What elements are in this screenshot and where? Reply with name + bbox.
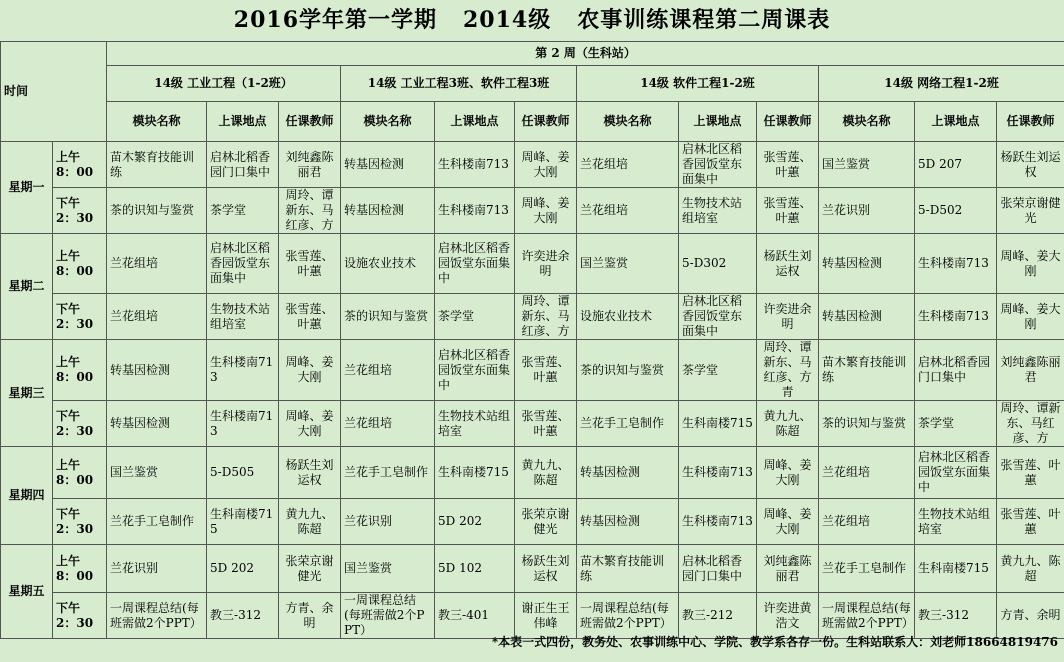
- day-label: 星期一: [1, 142, 53, 234]
- module-cell: 国兰鉴赏: [341, 545, 435, 593]
- module-cell: 设施农业技术: [577, 294, 679, 340]
- location-cell: 生科楼南713: [915, 294, 997, 340]
- module-cell: 苗木繁育技能训练: [819, 340, 915, 401]
- location-cell: 生科楼南713: [435, 142, 515, 188]
- teacher-cell: 方青、余明: [997, 593, 1064, 639]
- module-cell: 一周课程总结(每班需做2个PPT）: [107, 593, 207, 639]
- module-cell: 兰花识别: [107, 545, 207, 593]
- location-cell: 5-D505: [207, 447, 279, 499]
- location-cell: 启林北区稻香园饭堂东面集中: [915, 447, 997, 499]
- teacher-header: 任课教师: [997, 102, 1064, 142]
- day-label: 星期三: [1, 340, 53, 447]
- teacher-cell: 张雪莲、叶蕙: [997, 499, 1064, 545]
- module-cell: 茶的识知与鉴赏: [341, 294, 435, 340]
- module-cell: 转基因检测: [577, 447, 679, 499]
- teacher-cell: 刘纯鑫陈丽君: [279, 142, 341, 188]
- location-cell: 生科楼南713: [207, 340, 279, 401]
- time-slot-label: 下午 2：30: [53, 499, 107, 545]
- teacher-cell: 张雪莲、叶蕙: [515, 340, 577, 401]
- module-cell: 兰花手工皂制作: [341, 447, 435, 499]
- teacher-cell: 张雪莲、叶蕙: [279, 234, 341, 294]
- module-cell: 兰花识别: [341, 499, 435, 545]
- module-cell: 苗木繁育技能训练: [107, 142, 207, 188]
- teacher-cell: 周峰、姜大刚: [279, 401, 341, 447]
- location-cell: 茶学堂: [207, 188, 279, 234]
- location-cell: 生科楼南713: [915, 234, 997, 294]
- teacher-cell: 方青、余明: [279, 593, 341, 639]
- group-header: 14级 工业工程（1-2班）: [107, 66, 341, 102]
- module-cell: 转基因检测: [107, 401, 207, 447]
- teacher-cell: 周峰、姜大刚: [515, 142, 577, 188]
- teacher-header: 任课教师: [279, 102, 341, 142]
- teacher-cell: 张雪莲、叶蕙: [997, 447, 1064, 499]
- time-slot-label: 上午 8：00: [53, 142, 107, 188]
- table-row: [1, 294, 1064, 340]
- time-slot-label: 上午 8：00: [53, 234, 107, 294]
- table-row: [1, 447, 1064, 499]
- teacher-cell: 周峰、姜大刚: [997, 294, 1064, 340]
- day-label: 星期二: [1, 234, 53, 340]
- teacher-cell: 张荣京谢健光: [515, 499, 577, 545]
- module-cell: 设施农业技术: [341, 234, 435, 294]
- module-cell: 茶的识知与鉴赏: [577, 340, 679, 401]
- module-cell: 茶的识知与鉴赏: [819, 401, 915, 447]
- location-cell: 教三-401: [435, 593, 515, 639]
- table-row: [1, 142, 1064, 188]
- location-cell: 5-D302: [679, 234, 757, 294]
- teacher-cell: 黄九九、陈超: [997, 545, 1064, 593]
- location-cell: 生科楼南713: [679, 499, 757, 545]
- table-row: [1, 188, 1064, 234]
- teacher-cell: 张荣京谢健光: [279, 545, 341, 593]
- module-cell: 国兰鉴赏: [577, 234, 679, 294]
- teacher-cell: 张雪莲、叶蕙: [757, 188, 819, 234]
- module-cell: 兰花手工皂制作: [819, 545, 915, 593]
- location-cell: 启林北稻香园门口集中: [915, 340, 997, 401]
- day-label: 星期四: [1, 447, 53, 545]
- time-slot-label: 上午 8：00: [53, 340, 107, 401]
- module-cell: 国兰鉴赏: [107, 447, 207, 499]
- time-slot-label: 下午 2：30: [53, 401, 107, 447]
- module-cell: 兰花手工皂制作: [107, 499, 207, 545]
- footer-note: *本表一式四份，教务处、农事训练中心、学院、教学系各存一份。生科站联系人：刘老师18664819476: [491, 635, 1058, 649]
- location-cell: 教三-212: [679, 593, 757, 639]
- location-cell: 启林北稻香园门口集中: [679, 545, 757, 593]
- module-cell: 一周课程总结(每班需做2个PPT）: [341, 593, 435, 639]
- teacher-cell: 杨跃生刘运权: [279, 447, 341, 499]
- page-title: 2016学年第一学期 2014级 农事训练课程第二周课表: [233, 7, 831, 33]
- teacher-cell: 张雪莲、叶蕙: [515, 401, 577, 447]
- time-header: 时间: [1, 42, 107, 142]
- table-row: [1, 545, 1064, 593]
- module-cell: 一周课程总结(每班需做2个PPT）: [577, 593, 679, 639]
- teacher-cell: 许奕进余明: [757, 294, 819, 340]
- module-cell: 兰花组培: [107, 294, 207, 340]
- location-header: 上课地点: [679, 102, 757, 142]
- module-cell: 苗木繁育技能训练: [577, 545, 679, 593]
- teacher-cell: 杨跃生刘运权: [757, 234, 819, 294]
- teacher-cell: 张雪莲、叶蕙: [279, 294, 341, 340]
- time-slot-label: 下午 2：30: [53, 294, 107, 340]
- location-cell: 生科楼南713: [435, 188, 515, 234]
- location-cell: 生科南楼715: [207, 499, 279, 545]
- location-header: 上课地点: [207, 102, 279, 142]
- teacher-header: 任课教师: [515, 102, 577, 142]
- teacher-cell: 周峰、姜大刚: [757, 499, 819, 545]
- teacher-cell: 周峰、姜大刚: [515, 188, 577, 234]
- module-cell: 一周课程总结(每班需做2个PPT）: [819, 593, 915, 639]
- location-cell: 启林北区稻香园饭堂东面集中: [435, 340, 515, 401]
- module-name-header: 模块名称: [577, 102, 679, 142]
- module-name-header: 模块名称: [819, 102, 915, 142]
- location-cell: 茶学堂: [435, 294, 515, 340]
- module-cell: 转基因检测: [107, 340, 207, 401]
- location-cell: 启林北区稻香园饭堂东面集中: [207, 234, 279, 294]
- teacher-cell: 周峰、姜大刚: [279, 340, 341, 401]
- module-cell: 转基因检测: [819, 294, 915, 340]
- location-cell: 生科南楼715: [679, 401, 757, 447]
- module-cell: 转基因检测: [819, 234, 915, 294]
- location-cell: 启林北区稻香园饭堂东面集中: [435, 234, 515, 294]
- teacher-cell: 张雪莲、叶蕙: [757, 142, 819, 188]
- location-cell: 生物技术站组培室: [435, 401, 515, 447]
- location-cell: 5D 202: [435, 499, 515, 545]
- group-header: 14级 工业工程3班、软件工程3班: [341, 66, 577, 102]
- teacher-cell: 周玲、谭新东、马红彦、方: [279, 188, 341, 234]
- table-row: [1, 499, 1064, 545]
- time-slot-label: 下午 2：30: [53, 188, 107, 234]
- module-cell: 兰花组培: [819, 499, 915, 545]
- time-slot-label: 下午 2：30: [53, 593, 107, 639]
- location-cell: 启林北区稻香园饭堂东面集中: [679, 142, 757, 188]
- teacher-cell: 黄九九、陈超: [757, 401, 819, 447]
- location-cell: 生物技术站组培室: [679, 188, 757, 234]
- location-cell: 生科南楼715: [915, 545, 997, 593]
- teacher-cell: 周玲、谭新东、马红彦、方青: [757, 340, 819, 401]
- location-cell: 5D 207: [915, 142, 997, 188]
- location-header: 上课地点: [915, 102, 997, 142]
- teacher-cell: 许奕进黄浩文: [757, 593, 819, 639]
- teacher-cell: 杨跃生刘运权: [515, 545, 577, 593]
- module-cell: 兰花组培: [819, 447, 915, 499]
- group-header: 14级 软件工程1-2班: [577, 66, 819, 102]
- group-header: 14级 网络工程1-2班: [819, 66, 1064, 102]
- table-row: [1, 234, 1064, 294]
- location-cell: 5-D502: [915, 188, 997, 234]
- teacher-cell: 谢正生王伟峰: [515, 593, 577, 639]
- location-cell: 教三-312: [207, 593, 279, 639]
- location-cell: 生物技术站组培室: [207, 294, 279, 340]
- time-slot-label: 上午 8：00: [53, 447, 107, 499]
- day-label: 星期五: [1, 545, 53, 639]
- module-cell: 兰花组培: [577, 188, 679, 234]
- module-cell: 转基因检测: [341, 188, 435, 234]
- teacher-cell: 周峰、姜大刚: [997, 234, 1064, 294]
- teacher-cell: 刘纯鑫陈丽君: [757, 545, 819, 593]
- week-header: 第 2 周（生科站）: [107, 42, 1064, 66]
- location-cell: 生物技术站组培室: [915, 499, 997, 545]
- location-header: 上课地点: [435, 102, 515, 142]
- module-cell: 兰花识别: [819, 188, 915, 234]
- module-cell: 兰花组培: [341, 401, 435, 447]
- location-cell: 启林北稻香园门口集中: [207, 142, 279, 188]
- module-cell: 转基因检测: [577, 499, 679, 545]
- teacher-cell: 黄九九、陈超: [515, 447, 577, 499]
- location-cell: 5D 102: [435, 545, 515, 593]
- location-cell: 教三-312: [915, 593, 997, 639]
- module-cell: 转基因检测: [341, 142, 435, 188]
- table-row: [1, 340, 1064, 401]
- teacher-header: 任课教师: [757, 102, 819, 142]
- module-cell: 茶的识知与鉴赏: [107, 188, 207, 234]
- location-cell: 茶学堂: [915, 401, 997, 447]
- module-name-header: 模块名称: [341, 102, 435, 142]
- module-cell: 国兰鉴赏: [819, 142, 915, 188]
- teacher-cell: 刘纯鑫陈丽君: [997, 340, 1064, 401]
- module-name-header: 模块名称: [107, 102, 207, 142]
- teacher-cell: 周玲、谭新东、马红彦、方: [515, 294, 577, 340]
- location-cell: 生科南楼715: [435, 447, 515, 499]
- schedule-table: [0, 41, 1064, 639]
- location-cell: 生科楼南713: [207, 401, 279, 447]
- location-cell: 茶学堂: [679, 340, 757, 401]
- location-cell: 生科楼南713: [679, 447, 757, 499]
- location-cell: 5D 202: [207, 545, 279, 593]
- module-cell: 兰花组培: [107, 234, 207, 294]
- table-row: [1, 401, 1064, 447]
- teacher-cell: 杨跃生刘运权: [997, 142, 1064, 188]
- module-cell: 兰花手工皂制作: [577, 401, 679, 447]
- teacher-cell: 许奕进余明: [515, 234, 577, 294]
- time-slot-label: 上午 8：00: [53, 545, 107, 593]
- location-cell: 启林北区稻香园饭堂东面集中: [679, 294, 757, 340]
- module-cell: 兰花组培: [341, 340, 435, 401]
- teacher-cell: 周峰、姜大刚: [757, 447, 819, 499]
- module-cell: 兰花组培: [577, 142, 679, 188]
- teacher-cell: 周玲、谭新东、马红彦、方: [997, 401, 1064, 447]
- teacher-cell: 张荣京谢健光: [997, 188, 1064, 234]
- teacher-cell: 黄九九、陈超: [279, 499, 341, 545]
